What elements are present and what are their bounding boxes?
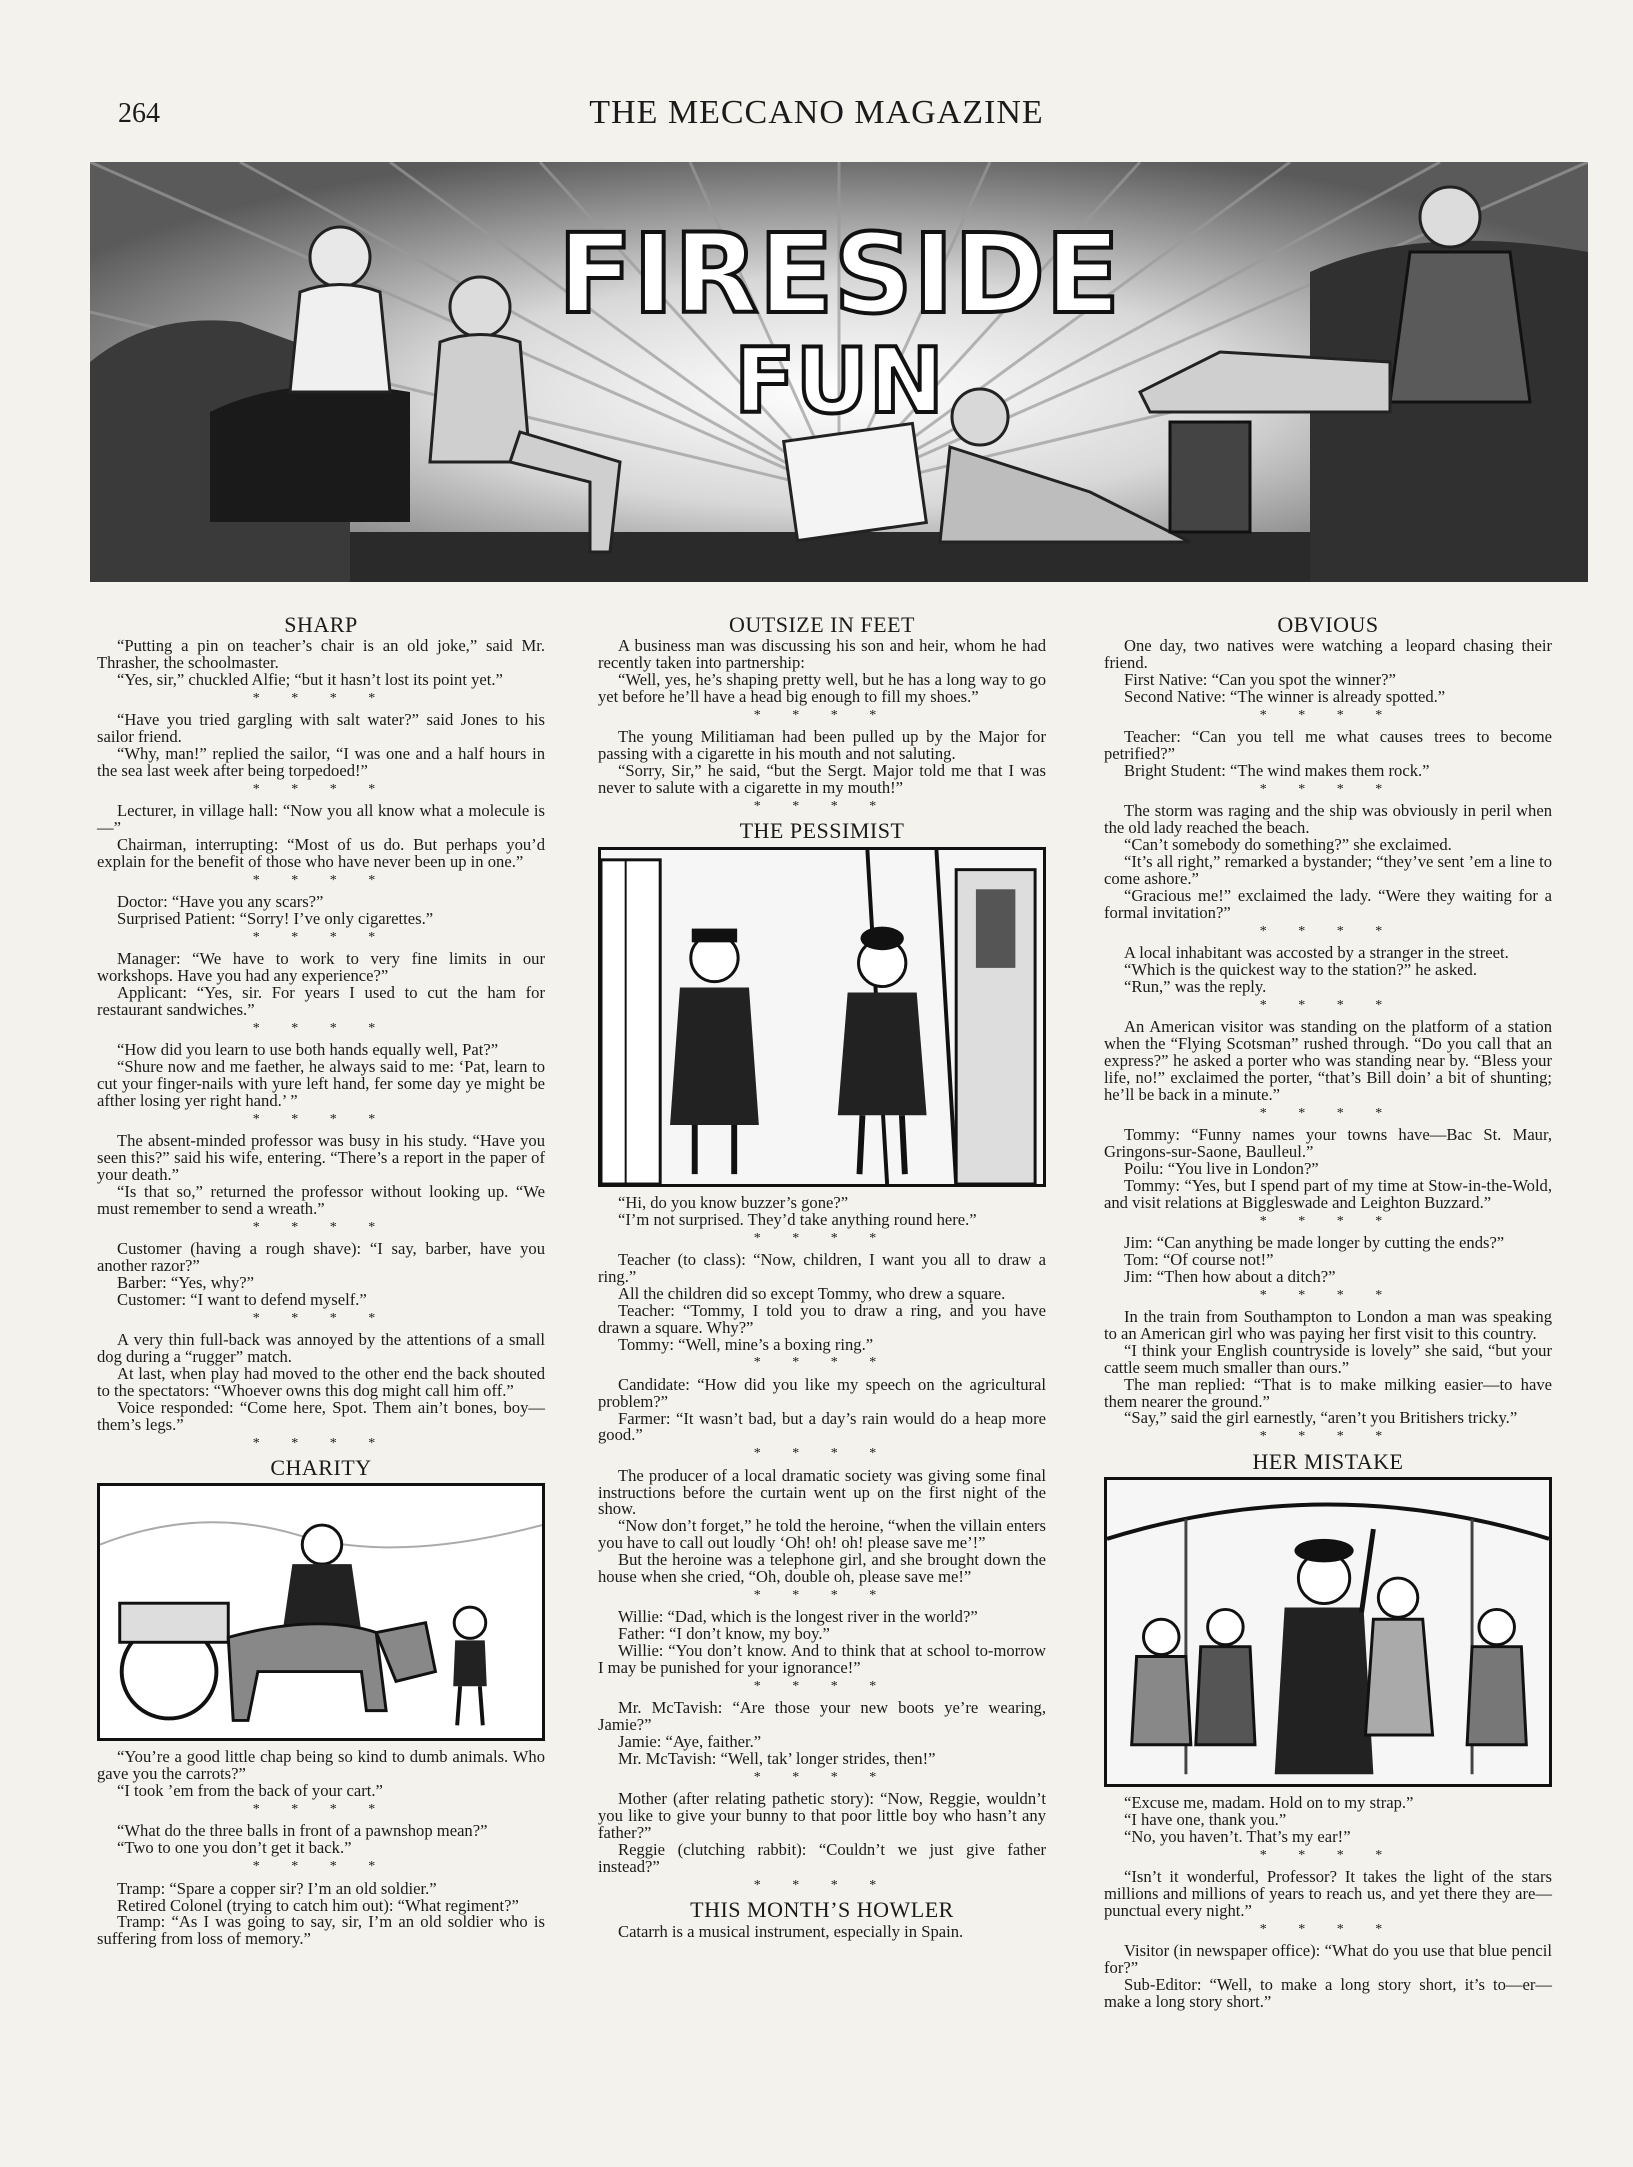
joke (598, 1700, 1046, 1768)
howler-text: Catarrh is a musical instrument, especially in Spain. (618, 1921, 964, 1941)
section-title-obvious: OBVIOUS (1277, 612, 1379, 637)
cartoon-caption: “Excuse me, madam. Hold on to my strap.” (1124, 1793, 1414, 1813)
joke (598, 638, 1046, 706)
separator: * * * * (1259, 1429, 1397, 1445)
separator: * * * * (753, 1355, 891, 1371)
joke-line: “Well, yes, he’s shaping pretty well, but he has a long way to go yet before he’ll have a head big enough to fill my shoes.” (598, 670, 1046, 707)
joke-line: “I think your English countryside is lovely” she said, “but your cattle seem much smaller than ours.” (1104, 1340, 1552, 1377)
joke-line: Chairman, interrupting: “Most of us do. But perhaps you’d explain for the benefit of those who have never been up in one.” (97, 835, 545, 872)
joke-line: The young Militiaman had been pulled up by the Major for passing with a cigarette in his mouth and not saluting. (598, 727, 1046, 764)
bus-strap-illustration (1107, 1480, 1549, 1784)
joke (97, 1823, 545, 1857)
joke (598, 1249, 1046, 1354)
joke-line: Tommy: “Yes, but I spend part of my time at Stow-in-the-Wold, and visit relations at Biggleswade and Leighton Buzzard.” (1104, 1175, 1552, 1212)
joke-line: Tom: “Of course not!” (1124, 1249, 1274, 1269)
joke-line: A local inhabitant was accosted by a stranger in the street. (1124, 943, 1509, 963)
separator: * * * * (252, 1310, 390, 1326)
joke-line: Willie: “Dad, which is the longest river in the world?” (618, 1607, 978, 1627)
separator: * * * * (753, 799, 891, 815)
joke-line: “Yes, sir,” chuckled Alfie; “but it hasn’t lost its point yet.” (117, 670, 503, 690)
separator: * * * * (753, 1230, 891, 1246)
section-title-this-months-howler: THIS MONTH’S HOWLER (690, 1897, 954, 1923)
joke-line: Tramp: “Spare a copper sir? I’m an old soldier.” (117, 1878, 437, 1898)
column-right (1104, 612, 1552, 2011)
joke-line: In the train from Southampton to London a man was speaking to an American girl who was paying her first visit to this country. (1104, 1306, 1552, 1343)
joke-line: A very thin full-back was annoyed by the attentions of a small dog during a “rugger” match. (97, 1330, 545, 1367)
separator: * * * * (753, 1679, 891, 1695)
joke-line: “Which is the quickest way to the station?” he asked. (1124, 960, 1477, 980)
joke-line: The producer of a local dramatic society was giving some final instructions before the curtain went up on the first night of the show. (598, 1465, 1046, 1519)
joke-line: Father: “I don’t know, my boy.” (618, 1624, 830, 1644)
joke (598, 729, 1046, 797)
joke-line: “It’s all right,” remarked a bystander; “they’ve sent ’em a line to come ashore.” (1104, 852, 1552, 889)
magazine-title: THE MECCANO MAGAZINE (589, 94, 1044, 131)
joke-line: “Shure now and me faether, he always said to me: ‘Pat, learn to cut your finger-nails with yure left hand, fer some day ye might be afther losing yer right hand.’ ” (97, 1057, 545, 1111)
banner-title-fun: FUN (734, 329, 944, 434)
separator: * * * * (252, 1021, 390, 1037)
pessimist-cartoon (598, 847, 1046, 1187)
joke-line: “Isn’t it wonderful, Professor? It takes the light of the stars millions and millions of years to reach us, and yet there they are—punctual every night.” (1104, 1867, 1552, 1920)
joke-line: “Why, man!” replied the sailor, “I was one and a half hours in the sea last week after being torpedoed!” (97, 744, 545, 781)
joke (1104, 1127, 1552, 1212)
joke (97, 1241, 545, 1309)
cartoon-caption: “Hi, do you know buzzer’s gone?” (618, 1192, 849, 1212)
separator: * * * * (252, 1112, 390, 1128)
joke-line: Applicant: “Yes, sir. For years I used to cut the ham for restaurant sandwiches.” (97, 983, 545, 1020)
joke-line: “Run,” was the reply. (1124, 976, 1267, 996)
joke-line: Voice responded: “Come here, Spot. Them ain’t bones, boy—them’s legs.” (97, 1397, 545, 1434)
joke (97, 712, 545, 780)
joke-line: Tommy: “Funny names your towns have—Bac St. Maur, Gringons-sur-Saone, Baulleul.” (1104, 1125, 1552, 1161)
banner-title-fireside: FIRESIDE (557, 210, 1121, 338)
joke (97, 894, 545, 928)
separator: * * * * (1259, 923, 1397, 939)
section-title-outsize-in-feet: OUTSIZE IN FEET (729, 612, 915, 637)
separator: * * * * (252, 1859, 390, 1875)
joke-line: Bright Student: “The wind makes them rock.” (1124, 761, 1430, 781)
joke-line: One day, two natives were watching a leopard chasing their friend. (1104, 636, 1552, 673)
joke-line: Manager: “We have to work to very fine limits in our workshops. Have you had any experience?” (97, 949, 545, 986)
joke (1104, 1869, 1552, 1920)
joke-line: “What do the three balls in front of a pawnshop mean?” (117, 1821, 488, 1841)
joke-line: “Can’t somebody do something?” she exclaimed. (1124, 835, 1452, 855)
joke-line: At last, when play had moved to the other end the back shouted to the spectators: “Whoever owns this dog might call him off.” (97, 1364, 545, 1400)
joke-line: Doctor: “Have you any scars?” (117, 892, 324, 912)
joke (97, 1133, 545, 1218)
joke-line: The absent-minded professor was busy in his study. “Have you seen this?” said his wife, entering. “There’s a report in the paper of your death.” (97, 1131, 545, 1185)
separator: * * * * (1259, 1213, 1397, 1229)
joke (1104, 1306, 1552, 1428)
joke (97, 638, 545, 689)
joke-line: “Now don’t forget,” he told the heroine, “when the villain enters you have to call out loudly ‘Oh! oh! oh! please save me’!” (598, 1516, 1046, 1553)
joke-line: The man replied: “That is to make milking easier—to have them nearer the ground.” (1104, 1374, 1552, 1411)
separator: * * * * (1259, 782, 1397, 798)
joke-line: Teacher (to class): “Now, children, I want you all to draw a ring.” (598, 1249, 1046, 1286)
joke-line: Jim: “Then how about a ditch?” (1124, 1266, 1336, 1286)
separator: * * * * (252, 1435, 390, 1451)
joke-line: First Native: “Can you spot the winner?” (1124, 670, 1396, 690)
joke (598, 1609, 1046, 1677)
joke-line: Sub-Editor: “Well, to make a long story short, it’s to—er—make a long story short.” (1104, 1975, 1552, 2011)
joke-line: Surprised Patient: “Sorry! I’ve only cigarettes.” (117, 909, 434, 929)
section-title-charity: CHARITY (270, 1455, 372, 1481)
donkey-cart-illustration (100, 1486, 542, 1738)
cartoon-caption: “I took ’em from the back of your cart.” (117, 1781, 383, 1801)
column-middle (598, 612, 1046, 1941)
joke-line: “Putting a pin on teacher’s chair is an old joke,” said Mr. Thrasher, the schoolmaster. (97, 636, 545, 673)
joke-line: Lecturer, in village hall: “Now you all know what a molecule is—” (97, 801, 545, 838)
joke-line: Barber: “Yes, why?” (117, 1273, 255, 1293)
joke (1104, 729, 1552, 780)
station-illustration (601, 850, 1043, 1184)
separator: * * * * (1259, 708, 1397, 724)
section-title-sharp: SHARP (284, 612, 358, 637)
joke-line: “Two to one you don’t get it back.” (117, 1838, 352, 1858)
joke-line: Tommy: “Well, mine’s a boxing ring.” (618, 1334, 874, 1354)
banner-illustration (90, 162, 1588, 582)
page-number: 264 (118, 98, 160, 129)
joke-line: Poilu: “You live in London?” (1124, 1158, 1319, 1178)
joke (1104, 803, 1552, 921)
joke (598, 1465, 1046, 1587)
cartoon-caption: “I’m not surprised. They’d take anything round here.” (618, 1209, 977, 1229)
separator: * * * * (753, 1770, 891, 1785)
separator: * * * * (1259, 1287, 1397, 1303)
joke (1104, 1019, 1552, 1104)
joke-line: An American visitor was standing on the platform of a station when the “Flying Scotsman” rushed through. “Do you call that an express?” he asked a porter who was standing near by. “Bless your life, no!” exclaimed the porter, “that’s Bill doin’ a bit of shunting; he’ll be back in a minute.” (1104, 1017, 1552, 1104)
joke-line: Willie: “You don’t know. And to think that at school to-morrow I may be punished for your ignorance!” (598, 1641, 1046, 1678)
joke-line: Customer (having a rough shave): “I say, barber, have you another razor?” (97, 1239, 545, 1276)
charity-cartoon (97, 1483, 545, 1741)
section-title-her-mistake: HER MISTAKE (1252, 1448, 1404, 1474)
separator: * * * * (753, 1588, 891, 1604)
joke-line: But the heroine was a telephone girl, and she brought down the house when she cried, “Oh, double oh, please save me!” (598, 1550, 1046, 1587)
joke (1104, 945, 1552, 996)
joke-line: “Gracious me!” exclaimed the lady. “Were they waiting for a formal invitation?” (1104, 886, 1552, 922)
separator: * * * * (252, 1220, 390, 1235)
joke-line: Jamie: “Aye, faither.” (618, 1732, 762, 1752)
joke-line: “Is that so,” returned the professor without looking up. “We must remember to send a wreath.” (97, 1182, 545, 1219)
joke (598, 1374, 1046, 1445)
separator: * * * * (1259, 997, 1397, 1013)
joke-line: “Sorry, Sir,” he said, “but the Sergt. Major told me that I was never to salute with a cigarette in my mouth!” (598, 761, 1046, 798)
separator: * * * * (753, 1877, 891, 1893)
joke-line: “How did you learn to use both hands equally well, Pat?” (117, 1040, 499, 1060)
separator: * * * * (1259, 1847, 1397, 1863)
cartoon-caption: “I have one, thank you.” (1124, 1810, 1287, 1830)
joke (97, 951, 545, 1019)
joke-line: Second Native: “The winner is already spotted.” (1124, 687, 1446, 707)
joke-line: Mr. McTavish: “Well, tak’ longer strides, then!” (618, 1749, 936, 1769)
joke (1104, 638, 1552, 706)
joke-line: Teacher: “Can you tell me what causes trees to become petrified?” (1104, 727, 1552, 764)
joke-line: Teacher: “Tommy, I told you to draw a ring, and you have drawn a square. Why?” (598, 1300, 1046, 1337)
fireside-fun-banner (90, 162, 1588, 582)
joke (598, 1791, 1046, 1876)
her-mistake-cartoon (1104, 1477, 1552, 1787)
joke (97, 1332, 545, 1434)
separator: * * * * (252, 1802, 390, 1818)
separator: * * * * (252, 782, 390, 798)
cartoon-caption: “You’re a good little chap being so kind to dumb animals. Who gave you the carrots?” (97, 1747, 545, 1784)
separator: * * * * (252, 930, 390, 946)
joke-line: Mother (after relating pathetic story): “Now, Reggie, wouldn’t you like to give your bunny to that poor little boy who hasn’t any father?” (598, 1789, 1046, 1843)
joke-line: The storm was raging and the ship was obviously in peril when the old lady reached the beach. (1104, 801, 1552, 838)
separator: * * * * (1259, 1105, 1397, 1121)
separator: * * * * (252, 873, 390, 889)
joke (1104, 1943, 1552, 2011)
joke (97, 1042, 545, 1110)
joke-line: Reggie (clutching rabbit): “Couldn’t we just give father instead?” (598, 1840, 1046, 1876)
joke-line: All the children did so except Tommy, who drew a square. (618, 1283, 1006, 1303)
cartoon-caption: “No, you haven’t. That’s my ear!” (1124, 1826, 1351, 1846)
joke-line: Retired Colonel (trying to catch him out): “What regiment?” (117, 1895, 519, 1915)
joke-line: Visitor (in newspaper office): “What do you use that blue pencil for?” (1104, 1941, 1552, 1978)
joke-line: Customer: “I want to defend myself.” (117, 1290, 367, 1310)
column-left (97, 612, 545, 1948)
joke-line: Mr. McTavish: “Are those your new boots ye’re wearing, Jamie?” (598, 1698, 1046, 1735)
joke-line: Tramp: “As I was going to say, sir, I’m an old soldier who is suffering from loss of memory.” (97, 1912, 545, 1949)
joke-line: A business man was discussing his son and heir, whom he had recently taken into partnership: (598, 636, 1046, 673)
joke-line: Candidate: “How did you like my speech on the agricultural problem?” (598, 1374, 1046, 1411)
separator: * * * * (753, 1446, 891, 1462)
joke-line: “Have you tried gargling with salt water?” said Jones to his sailor friend. (97, 710, 545, 747)
separator: * * * * (252, 691, 390, 707)
section-title-the-pessimist: THE PESSIMIST (739, 818, 905, 844)
joke-line: “Say,” said the girl earnestly, “aren’t you Britishers tricky.” (1124, 1408, 1518, 1428)
separator: * * * * (753, 708, 891, 724)
joke-line: Farmer: “It wasn’t bad, but a day’s rain would do a heap more good.” (598, 1408, 1046, 1445)
joke (97, 1878, 545, 1949)
separator: * * * * (1259, 1921, 1397, 1937)
joke (1104, 1232, 1552, 1286)
joke (97, 803, 545, 871)
joke-line: Jim: “Can anything be made longer by cutting the ends?” (1124, 1232, 1505, 1252)
